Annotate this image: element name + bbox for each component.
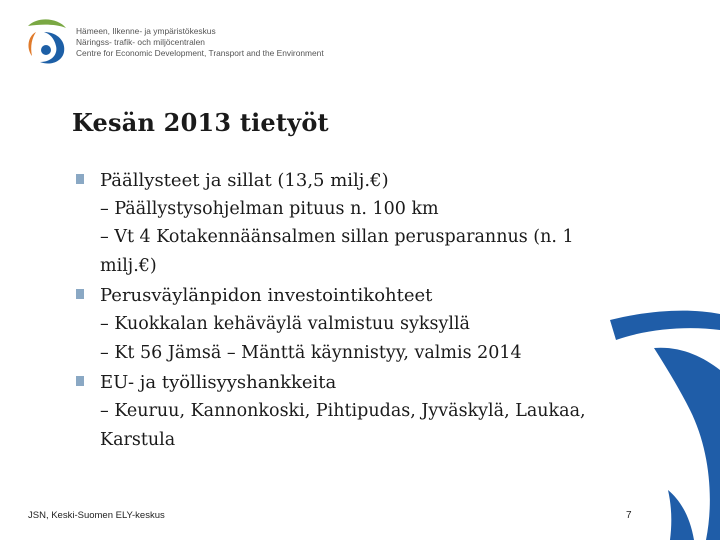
- organization-name: [76, 26, 324, 59]
- page-number: 7: [626, 510, 632, 521]
- bullet-item: [72, 166, 632, 195]
- slide-content: [72, 166, 632, 455]
- bullet-text: Päällysteet ja sillat (13,5 milj.€): [100, 170, 389, 191]
- org-line-en: Centre for Economic Development, Transport and the Environment: [76, 48, 324, 58]
- org-line-sv: Näringss- trafik- och miljöcentralen: [76, 37, 205, 47]
- bullet-text: EU- ja työllisyyshankkeita: [100, 372, 337, 393]
- sub-item: – Kuokkalan kehäväylä valmistuu syksyllä: [100, 314, 470, 334]
- bullet-icon: [76, 376, 84, 386]
- sub-item: – Kt 56 Jämsä – Mänttä käynnistyy, valmis 2014: [100, 343, 522, 363]
- bullet-text: Perusväylänpidon investointikohteet: [100, 285, 433, 306]
- org-line-fi: Hämeen, Ilkenne- ja ympäristökeskus: [76, 26, 216, 36]
- footer-text: JSN, Keski-Suomen ELY-keskus: [28, 510, 165, 521]
- bullet-item: [72, 281, 632, 310]
- decorative-wave-icon: [610, 300, 720, 540]
- bullet-icon: [76, 174, 84, 184]
- ely-logo-icon: [24, 18, 70, 66]
- sub-item: – Keuruu, Kannonkoski, Pihtipudas, Jyväskylä, Laukaa, Karstula: [100, 401, 586, 450]
- bullet-icon: [76, 289, 84, 299]
- bullet-item: [72, 368, 632, 397]
- sub-item: – Päällystysohjelman pituus n. 100 km: [100, 199, 439, 219]
- slide-title: Kesän 2013 tietyöt: [72, 108, 329, 137]
- sub-item: – Vt 4 Kotakennäänsalmen sillan perusparannus (n. 1 milj.€): [100, 227, 574, 276]
